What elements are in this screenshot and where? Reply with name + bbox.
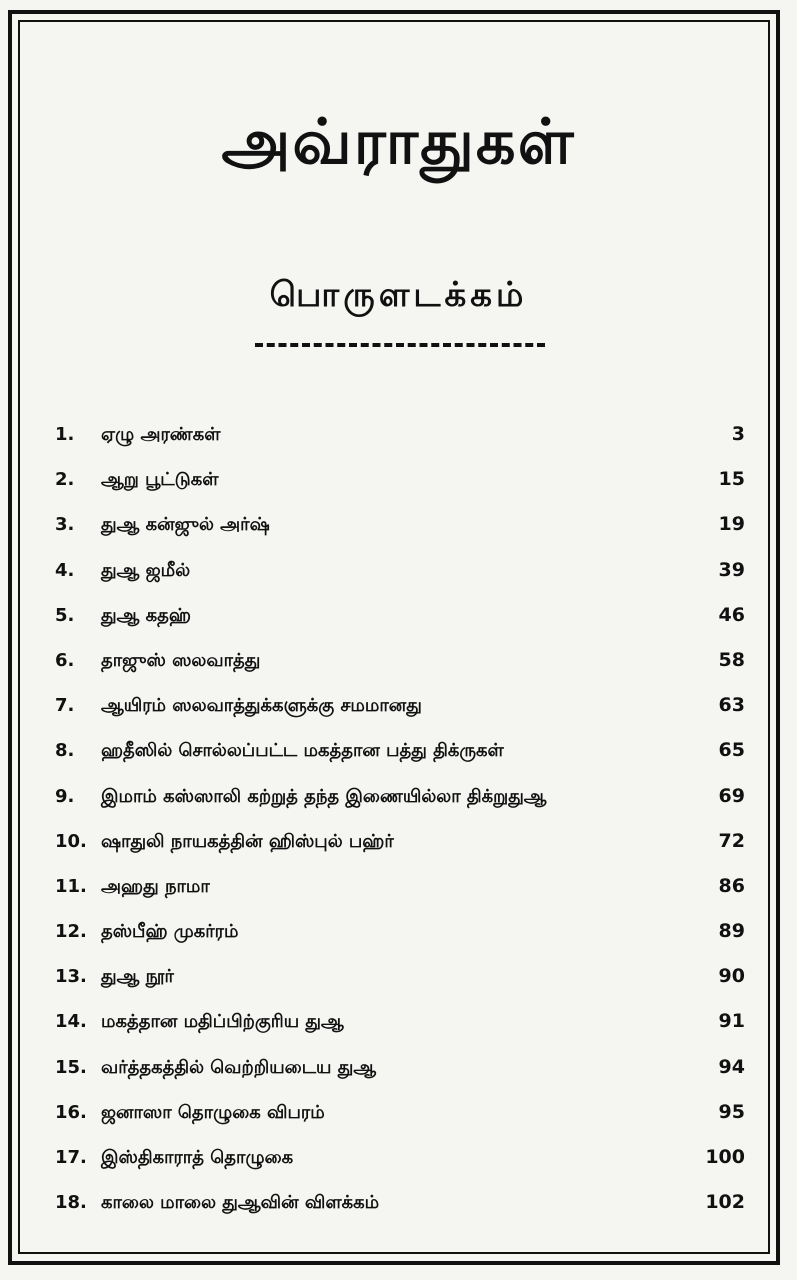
toc-entry-page: 89 (718, 920, 745, 943)
toc-entry-number: 14. (55, 1011, 87, 1033)
toc-entry-page: 15 (718, 468, 745, 491)
toc-entry (55, 457, 745, 502)
toc-entry (55, 683, 745, 728)
toc-entry (55, 864, 745, 909)
toc-entry (55, 502, 745, 547)
toc-entry (55, 1045, 745, 1090)
toc-entry-title: ஜனாஸா தொழுகை விபரம் (101, 1101, 325, 1123)
toc-entry (55, 1180, 745, 1225)
toc-entry (55, 638, 745, 683)
toc-entry-page: 86 (718, 874, 745, 897)
toc-entry-number: 7. (55, 695, 75, 717)
toc-entry-title: அஹது நாமா (101, 875, 210, 897)
toc-entry-page: 72 (718, 829, 745, 852)
toc-entry (55, 412, 745, 457)
toc-entry-number: 11. (55, 875, 87, 897)
toc-entry-title: காலை மாலை துஆவின் விளக்கம் (101, 1192, 380, 1214)
toc-entry-number: 8. (55, 740, 75, 762)
toc-entry-page: 39 (718, 558, 745, 581)
toc-entry-title: இஸ்திகாராத் தொழுகை (101, 1147, 294, 1168)
toc-entry-title: இமாம் கஸ்ஸாலி கற்றுத் தந்த இணையில்லா திக்றுதுஆ (101, 785, 547, 807)
toc-entry-page: 58 (718, 648, 745, 671)
toc-entry (55, 954, 745, 999)
toc-entry-number: 4. (55, 559, 75, 581)
toc-entry-page: 19 (718, 513, 745, 536)
toc-entry-number: 10. (55, 830, 87, 852)
book-title: அவ்ராதுகள் (221, 105, 576, 178)
toc-entry-number: 9. (55, 785, 75, 807)
toc-entry-page: 102 (705, 1191, 745, 1214)
toc-entry-page: 95 (718, 1100, 745, 1123)
table-of-contents (55, 412, 745, 1225)
toc-entry-title: துஆ கதஹ் (101, 604, 191, 626)
toc-entry-page: 100 (705, 1146, 745, 1168)
toc-entry-page: 91 (718, 1010, 745, 1033)
toc-entry-number: 12. (55, 921, 87, 943)
toc-entry-number: 6. (55, 649, 75, 671)
toc-entry (55, 774, 745, 819)
toc-entry-title: தஸ்பீஹ் முகர்ரம் (101, 921, 239, 943)
toc-entry-page: 65 (718, 739, 745, 762)
toc-entry (55, 728, 745, 773)
toc-entry (55, 1090, 745, 1135)
toc-entry-title: ஹதீஸில் சொல்லப்பட்ட மகத்தான பத்து திக்ருகள் (101, 740, 504, 762)
toc-entry-number: 13. (55, 966, 87, 988)
contents-heading: பொருளடக்கம் (269, 275, 528, 315)
toc-entry-title: துஆ நூர் (101, 966, 174, 988)
toc-entry-title: ஷாதுலி நாயகத்தின் ஹிஸ்புல் பஹ்ர் (101, 830, 394, 852)
toc-entry (55, 548, 745, 593)
toc-entry-title: துஆ ஜமீல் (101, 559, 191, 581)
toc-entry-page: 94 (718, 1055, 745, 1078)
toc-entry-page: 46 (718, 603, 745, 626)
toc-entry (55, 999, 745, 1044)
toc-entry-title: மகத்தான மதிப்பிற்குரிய துஆ (101, 1011, 344, 1033)
toc-entry-number: 16. (55, 1101, 87, 1123)
heading-dashed-underline (255, 343, 545, 347)
toc-entry-page: 3 (731, 423, 745, 445)
toc-entry (55, 909, 745, 954)
toc-entry-title: வர்த்தகத்தில் வெற்றியடைய துஆ (101, 1056, 377, 1078)
toc-entry-title: தாஜுஸ் ஸலவாத்து (101, 649, 261, 671)
toc-entry-number: 3. (55, 514, 75, 536)
toc-entry-number: 2. (55, 469, 75, 491)
toc-entry-title: ஏழு அரண்கள் (101, 424, 221, 445)
toc-entry-title: ஆறு பூட்டுகள் (101, 469, 219, 491)
toc-entry-page: 63 (718, 694, 745, 717)
toc-entry-title: துஆ கன்ஜுல் அர்ஷ் (101, 514, 270, 536)
toc-entry-title: ஆயிரம் ஸலவாத்துக்களுக்கு சமமானது (101, 695, 422, 717)
toc-entry-number: 5. (55, 604, 75, 626)
toc-entry-number: 1. (55, 424, 75, 445)
toc-entry-number: 17. (55, 1147, 87, 1168)
toc-entry-number: 18. (55, 1192, 87, 1214)
toc-entry (55, 1135, 745, 1180)
toc-entry-page: 69 (718, 784, 745, 807)
toc-entry-page: 90 (718, 965, 745, 988)
toc-entry (55, 593, 745, 638)
toc-entry-number: 15. (55, 1056, 87, 1078)
toc-entry (55, 819, 745, 864)
